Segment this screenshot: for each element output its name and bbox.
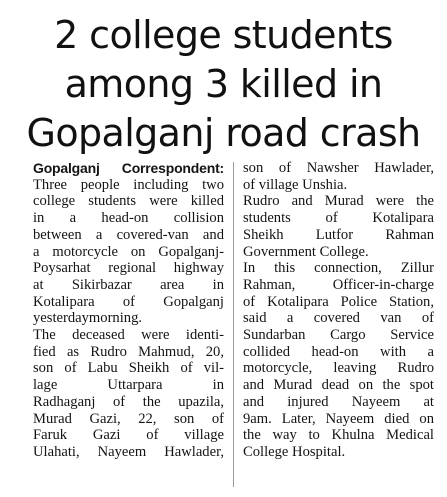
headline: [0, 11, 447, 158]
text-line: Radhaganj of the upazila,: [33, 393, 224, 410]
text-line: between a covered-van and: [33, 226, 224, 243]
text-line: lage Uttarpara in: [33, 377, 224, 394]
text-line: son of Labu Sheikh of vil-: [33, 360, 224, 377]
text-line: Rahman, Officer-in-charge: [243, 276, 434, 293]
text-line: and Murad dead on the spot: [243, 377, 434, 394]
text-line: Sundarban Cargo Service: [243, 327, 434, 344]
text-line: 9am. Later, Nayeem died on: [243, 410, 434, 427]
text-line: motorcycle, leaving Rudro: [243, 360, 434, 377]
headline-line: Gopalganj road crash: [26, 111, 421, 155]
text-line: Poysarhat regional highway: [33, 260, 224, 277]
byline: Gopalganj Correspondent:: [33, 160, 224, 176]
text-line: students of Kotalipara: [243, 210, 434, 227]
column-divider: [233, 162, 234, 487]
text-line: In this connection, Zillur: [243, 260, 434, 277]
text-line: a motorcycle on Gopalganj-: [33, 243, 224, 260]
article-column-left: [33, 160, 224, 461]
text-line: Faruk Gazi of village: [33, 427, 224, 444]
text-line: The deceased were identi-: [33, 327, 224, 344]
text-line: Kotalipara of Gopalganj: [33, 293, 224, 310]
text-line: Sheikh Lutfor Rahman: [243, 226, 434, 243]
text-line: Three people including two: [33, 176, 224, 193]
text-line: fied as Rudro Mahmud, 20,: [33, 343, 224, 360]
headline-line: among 3 killed in: [64, 62, 383, 106]
text-line: Murad Gazi, 22, son of: [33, 410, 224, 427]
article-column-right: [243, 160, 434, 461]
headline-line: 2 college students: [54, 13, 393, 57]
text-line: at Sikirbazar area in: [33, 276, 224, 293]
text-line: said a covered van of: [243, 310, 434, 327]
text-line: collided head-on with a: [243, 343, 434, 360]
text-line: yesterdaymorning.: [33, 310, 143, 327]
text-line: Rudro and Murad were the: [243, 193, 434, 210]
text-line: son of Nawsher Hawlader,: [243, 160, 434, 176]
text-line: the way to Khulna Medical: [243, 427, 434, 444]
text-line: Ulahati, Nayeem Hawlader,: [33, 443, 224, 460]
text-line: Government College.: [243, 243, 369, 260]
text-line: College Hospital.: [243, 443, 346, 460]
text-line: college students were killed: [33, 193, 224, 210]
text-line: of village Unshia.: [243, 176, 348, 193]
text-line: of Kotalipara Police Station,: [243, 293, 434, 310]
text-line: in a head-on collision: [33, 210, 224, 227]
text-line: and injured Nayeem at: [243, 393, 434, 410]
